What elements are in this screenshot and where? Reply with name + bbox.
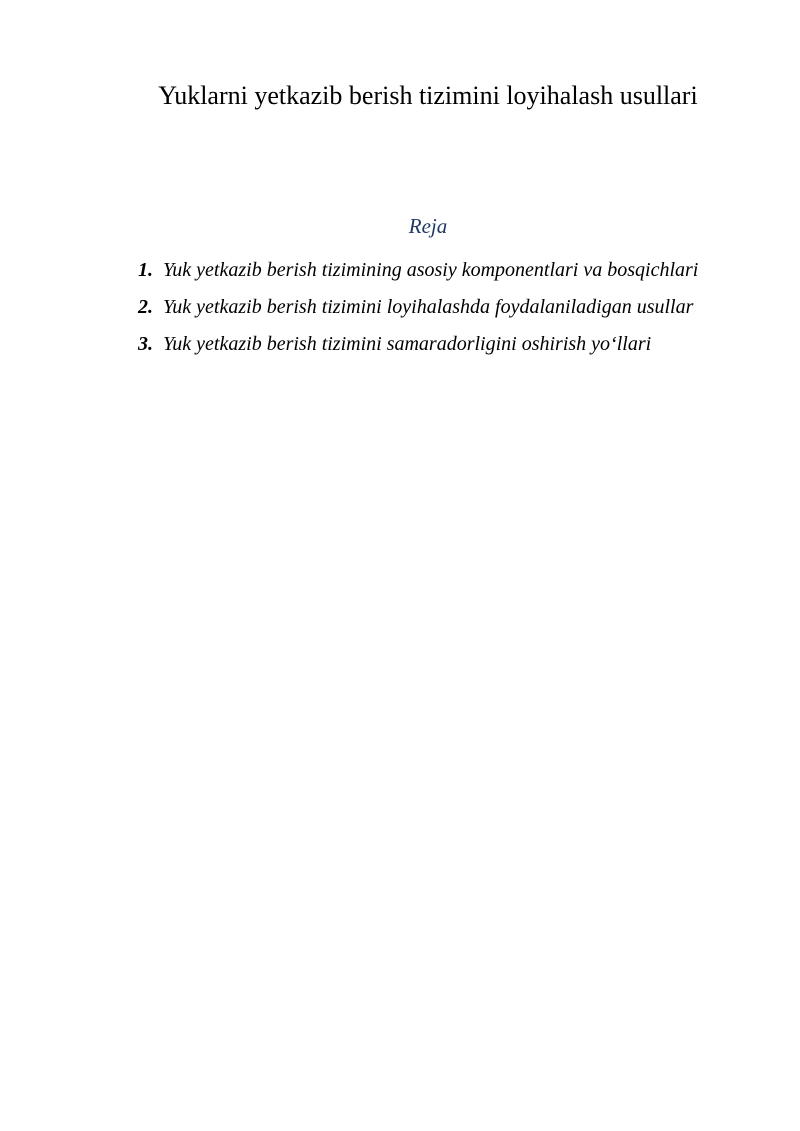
plan-item-text: Yuk yetkazib berish tizimini samaradorligini oshirish yo‘llari (163, 333, 652, 355)
plan-item-number: 1. (138, 259, 153, 281)
plan-item (138, 294, 698, 320)
plan-heading: Reja (408, 214, 448, 238)
plan-item-number: 3. (138, 333, 153, 355)
plan-item-number: 2. (138, 296, 153, 318)
plan-item-text: Yuk yetkazib berish tizimini loyihalashda foydalaniladigan usullar (163, 296, 694, 318)
plan-list (138, 257, 698, 368)
plan-item (138, 331, 698, 357)
plan-item-text: Yuk yetkazib berish tizimining asosiy komponentlari va bosqichlari (163, 259, 699, 281)
document-title: Yuklarni yetkazib berish tizimini loyihalash usullari (158, 81, 698, 110)
plan-item (138, 257, 698, 283)
